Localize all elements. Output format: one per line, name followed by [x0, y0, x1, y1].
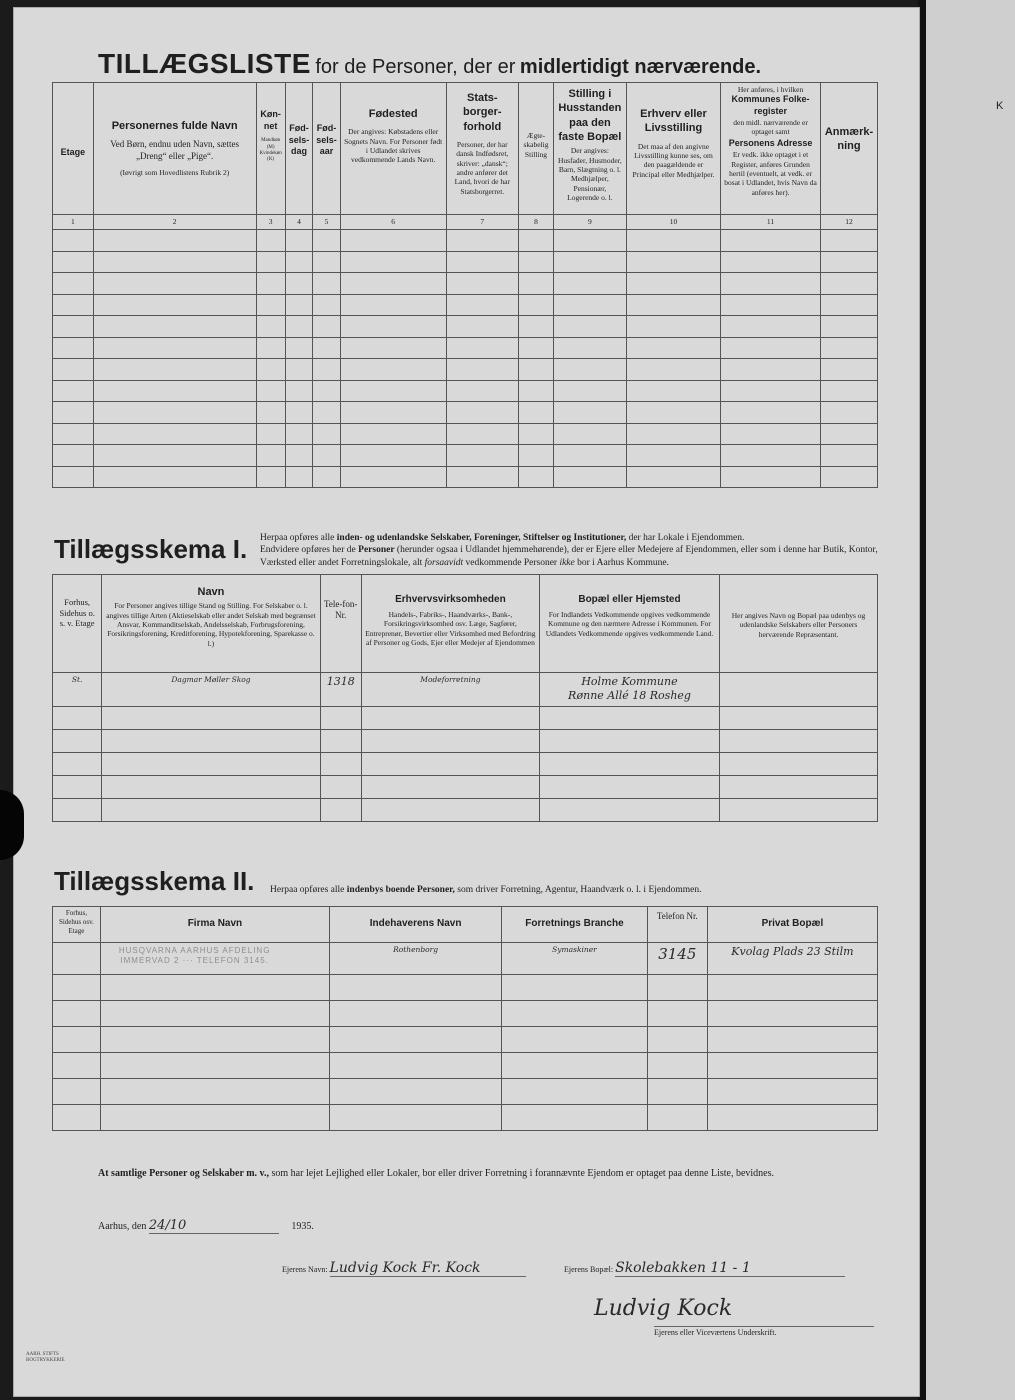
- s1-col-repr: Her angives Navn og Bopæl paa udenbys og udenlandske Selskabers eller Personers herværende Repræsentant.: [720, 575, 878, 673]
- col-kommune: Her anføres, i hvilken Kommunes Folke-register den midl. nærværende er optaget samt Personens Adresse Er vedk. ikke optaget i et Register, anføres Grunden hertil (eventuelt, at vedk. er bosat i Udlandet, hvis Navn da anføres her).: [721, 83, 821, 215]
- col-navn: Personernes fulde Navn Ved Børn, endnu uden Navn, sættes „Dreng“ eller „Pige“. (Iøvrigt som Hovedlistens Rubrik 2): [93, 83, 256, 215]
- blank-row: [53, 1105, 878, 1131]
- blank-row: [53, 230, 878, 252]
- blank-row: [53, 445, 878, 467]
- owner-bopael: Ejerens Bopæl: Skolebakken 11 - 1: [564, 1260, 845, 1277]
- s2-col-branche: Forretnings Branche: [502, 907, 648, 943]
- date-line: Aarhus, den 24/10 1935.: [98, 1218, 314, 1233]
- blank-row: [53, 316, 878, 338]
- col-fodselsdag: Fød-sels-dag: [285, 83, 313, 215]
- s2-col-firma: Firma Navn: [100, 907, 329, 943]
- blank-row: [53, 707, 878, 730]
- col-etage: Etage: [53, 83, 94, 215]
- col-fodested: Fødested Der angives: Købstadens eller Sognets Navn. For Personer født i Udlandet skrives vedkommende Lands Navn.: [340, 83, 446, 215]
- facing-page: K: [926, 0, 1015, 1400]
- col-fodselsaar: Fød-sels-aar: [313, 83, 341, 215]
- s2-col-telefon: Telefon Nr.: [647, 907, 707, 943]
- title-a: for de Personer, der er: [315, 56, 516, 78]
- skema1-title: Tillægsskema I.: [54, 534, 248, 564]
- skema2-title: Tillægsskema II.: [54, 866, 255, 896]
- s2-col-etage: Forhus, Sidehus osv. Etage: [53, 907, 101, 943]
- skema2-intro: Herpaa opføres alle indenbys boende Personer, som driver Forretning, Agentur, Haandværk o. l. i Ejendommen.: [270, 885, 702, 895]
- blank-row: [53, 273, 878, 295]
- main-rows: [53, 230, 878, 488]
- blank-row: [53, 1079, 878, 1105]
- date-value: 24/10: [149, 1218, 279, 1234]
- blank-row: [53, 753, 878, 776]
- blank-row: [53, 251, 878, 273]
- blank-row: [53, 337, 878, 359]
- s1-etage: St.: [53, 673, 102, 707]
- s2-bopael: Kvolag Plads 23 Stilm: [707, 943, 877, 975]
- signature-label: Ejerens eller Viceværtens Underskrift.: [654, 1326, 874, 1337]
- page-title: [98, 48, 761, 80]
- blank-row: [53, 402, 878, 424]
- blank-row: [53, 776, 878, 799]
- skema1-table: [52, 574, 878, 822]
- skema2-table: [52, 906, 878, 1131]
- s1-bopael: Holme Kommune Rønne Allé 18 Rosheg: [539, 673, 719, 707]
- owner-bopael-value: Skolebakken 11 - 1: [615, 1260, 845, 1277]
- stamp-line-2: IMMERVAD 2 ··· TELEFON 3145.: [120, 956, 269, 966]
- s1-rows: [53, 707, 878, 822]
- col-kon: Køn-net Mandkøn (M) Kvindekøn (K): [256, 83, 285, 215]
- s2-col-bopael: Privat Bopæl: [707, 907, 877, 943]
- owner-name-value: Ludvig Kock Fr. Kock: [330, 1260, 526, 1277]
- blank-row: [53, 380, 878, 402]
- s2-col-indehaver: Indehaverens Navn: [330, 907, 502, 943]
- blank-row: [53, 466, 878, 488]
- col-anm: Anmærk-ning: [821, 83, 878, 215]
- blank-row: [53, 799, 878, 822]
- title-big: TILLÆGSLISTE: [98, 48, 311, 79]
- blank-row: [53, 1001, 878, 1027]
- printer-mark: AARH. STIFTS BOGTRYKKERIE: [26, 1352, 65, 1363]
- s2-row-1: [53, 943, 878, 975]
- blank-row: [53, 423, 878, 445]
- col-erhverv: Erhverv eller Livsstilling Det maa af den angivne Livsstilling kunne ses, om den paagældende er Principal eller Medhjælper.: [626, 83, 720, 215]
- title-b: midlertidigt nærværende.: [519, 56, 762, 78]
- s2-firma-stamp: [100, 943, 329, 975]
- s2-branche: Symaskiner: [502, 943, 648, 975]
- form-page: [14, 8, 919, 1396]
- s1-col-etage: Forhus, Sidehus o. s. v. Etage: [53, 575, 102, 673]
- column-numbers: 1 2 3 4 5 6 7 8 9 10 11 12: [53, 215, 878, 230]
- blank-row: [53, 294, 878, 316]
- skema1-intro: Herpaa opføres alle inden- og udenlandske Selskaber, Foreninger, Stiftelser og Institutioner, der har Lokale i Ejendommen. Endvidere opføres her de Personer (herunder ogsaa i Udlandet hjemmehørende), der er Ejere eller Medejere af Ejendommen, eller som i denne har Butik, Kontor, Værksted eller andet Forretningslokale, alt forsaavidt vedkommende Personer ikke bor i Aarhus Kommune.: [260, 533, 878, 568]
- signature: Ludvig Kock: [594, 1296, 733, 1321]
- s1-col-navn: Navn For Personer angives tillige Stand og Stilling. For Selskaber o. l. angives tillige Arten (Aktieselskab eller andet Selskab med begrænset Ansvar, Kommanditselskab, Andelsselskab, Forbrugsforening, Forsikringsforening, Kreditforening, Hypotekforening, Sparekasse o. l.): [102, 575, 320, 673]
- s2-rows: [53, 975, 878, 1131]
- owner-name: Ejerens Navn: Ludvig Kock Fr. Kock: [282, 1260, 526, 1277]
- s2-telefon: 3145: [647, 943, 707, 975]
- s2-indehaver: Rothenborg: [330, 943, 502, 975]
- s1-row-1: [53, 673, 878, 707]
- s1-navn: Dagmar Møller Skog: [102, 673, 320, 707]
- col-aegte: Ægte-skabelig Stilling: [519, 83, 554, 215]
- declaration: At samtlige Personer og Selskaber m. v., som har lejet Lejlighed eller Lokaler, bor eller driver Forretning i forannævnte Ejendom er optaget paa denne Liste, bevidnes.: [98, 1168, 774, 1179]
- blank-row: [53, 359, 878, 381]
- blank-row: [53, 1027, 878, 1053]
- s1-col-bopael: Bopæl eller Hjemsted For Indlandets Vedkommende opgives vedkommende Kommune og den nærmere Adresse i Kommunen. For Udlandets Vedkommende opgives vedkommende Land.: [539, 575, 719, 673]
- blank-row: [53, 1053, 878, 1079]
- blank-row: [53, 975, 878, 1001]
- col-stats: Stats-borger-forhold Personer, der har dansk Indfødsret, skriver: „dansk“; andre anfører det Land, hvori de har Statsborgerret.: [446, 83, 518, 215]
- col-stilling: Stilling i Husstanden paa den faste Bopæl Der angives: Husfader, Husmoder, Barn, Slægtning o. l. Medhjælper, Pensionær, Logerende o. l.: [553, 83, 626, 215]
- stamp-line-1: HUSQVARNA AARHUS AFDELING: [118, 946, 271, 955]
- s1-col-telefon: Tele-fon-Nr.: [320, 575, 361, 673]
- s1-telefon: 1318: [320, 673, 361, 707]
- s1-erhverv: Modeforretning: [361, 673, 539, 707]
- s1-col-erhverv: Erhvervsvirksomheden Handels-, Fabriks-, Haandværks-, Bank-, Forsikringsvirksomhed osv. Læge, Sagfører, Entreprenør, Bevertier eller Virksomhed med Befordring af Personer og Gods, Ejer eller Medejer af Ejendommen: [361, 575, 539, 673]
- blank-row: [53, 730, 878, 753]
- main-table: [52, 82, 878, 488]
